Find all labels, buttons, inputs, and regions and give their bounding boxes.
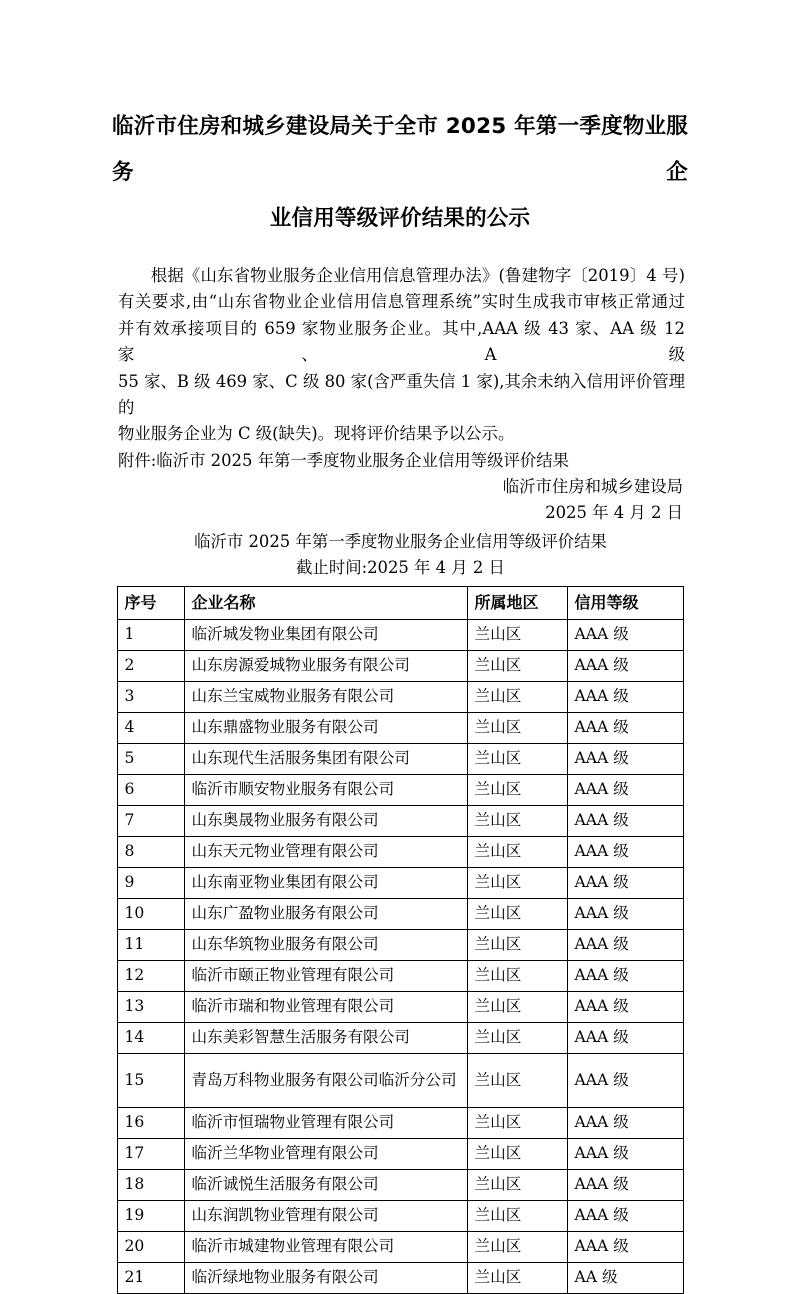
cell-area: 兰山区 [467,961,567,992]
column-header-credit-grade: 信用等级 [567,587,683,620]
cell-company-name: 山东广盈物业服务有限公司 [184,899,467,930]
table-row [117,1023,683,1054]
signature-issuer: 临沂市住房和城乡建设局 [502,477,683,497]
table-row [117,620,683,651]
cell-area: 兰山区 [467,682,567,713]
document-body [0,242,800,474]
cell-index: 4 [117,713,184,744]
cell-credit-grade: AAA 级 [567,1139,683,1170]
body-paragraph [118,242,685,448]
cell-credit-grade: AAA 级 [567,992,683,1023]
cell-company-name: 临沂市颐正物业管理有限公司 [184,961,467,992]
cell-area: 兰山区 [467,744,567,775]
cell-index: 11 [117,930,184,961]
cell-index: 12 [117,961,184,992]
cell-company-name: 山东房源爱城物业服务有限公司 [184,651,467,682]
cell-company-name: 临沂城发物业集团有限公司 [184,620,467,651]
cell-credit-grade: AAA 级 [567,961,683,992]
cell-credit-grade: AAA 级 [567,806,683,837]
table-row [117,806,683,837]
body-paragraph-line-3: 并有效承接项目的 659 家物业服务企业。其中,AAA 级 43 家、AA 级 12 家、A 级 [118,318,685,365]
table-row [117,1263,683,1294]
body-paragraph-line-2: 有关要求,由“山东省物业企业信用信息管理系统”实时生成我市审核正常通过 [118,292,685,312]
cell-credit-grade: AAA 级 [567,1232,683,1263]
cell-area: 兰山区 [467,1054,567,1108]
cell-index: 17 [117,1139,184,1170]
cell-company-name: 山东华筑物业服务有限公司 [184,930,467,961]
cell-company-name: 山东现代生活服务集团有限公司 [184,744,467,775]
table-row [117,1201,683,1232]
table-header [117,587,683,620]
cell-area: 兰山区 [467,1170,567,1201]
cell-index: 5 [117,744,184,775]
table-row [117,930,683,961]
cell-company-name: 临沂市瑞和物业管理有限公司 [184,992,467,1023]
body-paragraph-line-4: 55 家、B 级 469 家、C 级 80 家(含严重失信 1 家),其余未纳入信用评价管理的 [118,371,685,418]
cell-index: 6 [117,775,184,806]
cell-credit-grade: AAA 级 [567,620,683,651]
cell-area: 兰山区 [467,620,567,651]
cell-credit-grade: AAA 级 [567,682,683,713]
cell-area: 兰山区 [467,651,567,682]
cell-company-name: 临沂诚悦生活服务有限公司 [184,1170,467,1201]
cell-area: 兰山区 [467,1263,567,1294]
cell-area: 兰山区 [467,899,567,930]
cell-area: 兰山区 [467,837,567,868]
table-row [117,1054,683,1108]
table-row [117,682,683,713]
cell-area: 兰山区 [467,775,567,806]
table-body [117,620,683,1294]
credit-rating-table [117,586,684,1294]
page-title [0,0,800,242]
column-header-company-name: 企业名称 [184,587,467,620]
cell-area: 兰山区 [467,868,567,899]
cell-credit-grade: AA 级 [567,1263,683,1294]
cell-credit-grade: AAA 级 [567,1108,683,1139]
cell-credit-grade: AAA 级 [567,899,683,930]
table-row [117,992,683,1023]
attachment-title: 临沂市 2025 年第一季度物业服务企业信用等级评价结果 [194,532,607,552]
cell-credit-grade: AAA 级 [567,775,683,806]
cell-credit-grade: AAA 级 [567,837,683,868]
cell-area: 兰山区 [467,713,567,744]
cell-index: 15 [117,1054,184,1108]
cell-area: 兰山区 [467,1232,567,1263]
body-paragraph-line-1: 根据《山东省物业服务企业信用信息管理办法》(鲁建物字〔2019〕4 号) [150,266,685,285]
cell-index: 16 [117,1108,184,1139]
cell-company-name: 临沂市顺安物业服务有限公司 [184,775,467,806]
cell-company-name: 临沂绿地物业服务有限公司 [184,1263,467,1294]
credit-table-container [0,580,800,1294]
cell-company-name: 山东兰宝威物业服务有限公司 [184,682,467,713]
table-row [117,961,683,992]
cell-credit-grade: AAA 级 [567,1054,683,1108]
cell-index: 18 [117,1170,184,1201]
column-header-area: 所属地区 [467,587,567,620]
cell-credit-grade: AAA 级 [567,930,683,961]
cell-area: 兰山区 [467,1108,567,1139]
table-header-row [117,587,683,620]
cell-credit-grade: AAA 级 [567,1201,683,1232]
cell-index: 21 [117,1263,184,1294]
table-row [117,744,683,775]
cell-index: 19 [117,1201,184,1232]
table-row [117,651,683,682]
cell-company-name: 山东鼎盛物业服务有限公司 [184,713,467,744]
signature-date: 2025 年 4 月 2 日 [545,502,683,522]
cell-index: 20 [117,1232,184,1263]
cell-company-name: 山东润凯物业管理有限公司 [184,1201,467,1232]
cell-company-name: 临沂市恒瑞物业管理有限公司 [184,1108,467,1139]
table-row [117,713,683,744]
table-row [117,1139,683,1170]
attachment-deadline: 截止时间:2025 年 4 月 2 日 [296,557,505,577]
signature-block [0,474,800,525]
table-row [117,1108,683,1139]
cell-area: 兰山区 [467,930,567,961]
cell-area: 兰山区 [467,806,567,837]
cell-credit-grade: AAA 级 [567,1023,683,1054]
cell-area: 兰山区 [467,1201,567,1232]
attachment-reference-line: 附件:临沂市 2025 年第一季度物业服务企业信用等级评价结果 [118,450,570,470]
cell-index: 8 [117,837,184,868]
cell-index: 1 [117,620,184,651]
cell-credit-grade: AAA 级 [567,1170,683,1201]
cell-company-name: 山东天元物业管理有限公司 [184,837,467,868]
column-header-index: 序号 [117,587,184,620]
table-row [117,868,683,899]
cell-index: 10 [117,899,184,930]
table-row [117,1170,683,1201]
cell-credit-grade: AAA 级 [567,713,683,744]
cell-credit-grade: AAA 级 [567,868,683,899]
cell-area: 兰山区 [467,992,567,1023]
page-title-line-2: 业信用等级评价结果的公示 [269,206,531,231]
cell-company-name: 山东美彩智慧生活服务有限公司 [184,1023,467,1054]
table-row [117,775,683,806]
cell-company-name: 临沂市城建物业管理有限公司 [184,1232,467,1263]
cell-company-name: 山东南亚物业集团有限公司 [184,868,467,899]
cell-index: 9 [117,868,184,899]
cell-credit-grade: AAA 级 [567,651,683,682]
cell-company-name: 临沂兰华物业管理有限公司 [184,1139,467,1170]
attachment-heading [0,525,800,580]
cell-company-name: 青岛万科物业服务有限公司临沂分公司 [184,1054,467,1108]
table-row [117,1232,683,1263]
table-row [117,837,683,868]
cell-company-name: 山东奥晟物业服务有限公司 [184,806,467,837]
cell-index: 7 [117,806,184,837]
body-paragraph-line-5: 物业服务企业为 C 级(缺失)。现将评价结果予以公示。 [118,424,515,444]
cell-index: 2 [117,651,184,682]
cell-area: 兰山区 [467,1139,567,1170]
cell-index: 14 [117,1023,184,1054]
cell-index: 13 [117,992,184,1023]
page-title-line-1: 临沂市住房和城乡建设局关于全市 2025 年第一季度物业服务企 [112,114,688,185]
cell-credit-grade: AAA 级 [567,744,683,775]
cell-area: 兰山区 [467,1023,567,1054]
table-row [117,899,683,930]
cell-index: 3 [117,682,184,713]
